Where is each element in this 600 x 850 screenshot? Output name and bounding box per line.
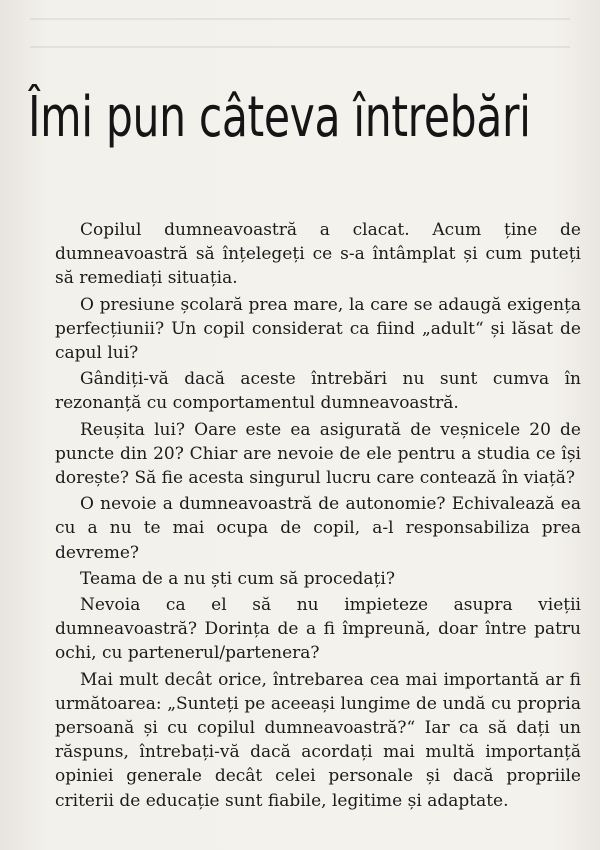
body-text (55, 218, 581, 815)
paragraph: Mai mult decât orice, întrebarea cea mai importantă ar fi următoarea: „Sunteți pe aceeași lungime de undă cu propria persoană și cu copilul dumneavoastră?“ Iar ca să dați un răspuns, întrebați-vă dacă acordați mai multă importanță opiniei generale decât celei personale și dacă propriile criterii de educație sunt fiabile, legitime și adaptate. (55, 669, 581, 811)
paragraph: Gândiți-vă dacă aceste întrebări nu sunt cumva în rezonanță cu comportamentul dumneavoastră. (55, 369, 581, 414)
paragraph: Teama de a nu ști cum să procedați? (80, 568, 395, 589)
paragraph: Nevoia ca el să nu impieteze asupra vieții dumneavoastră? Dorința de a fi împreună, doar între patru ochi, cu partenerul/partenera? (55, 595, 581, 664)
paragraph: Copilul dumneavoastră a clacat. Acum ține de dumneavoastră să înțelegeți ce s-a întâmplat și cum puteți să remediați situația. (55, 220, 581, 289)
paragraph: Reușita lui? Oare este ea asigurată de veșnicele 20 de puncte din 20? Chiar are nevoie de ele pentru a studia ce își dorește? Să fie acesta singurul lucru care contează în viață? (55, 419, 581, 489)
chapter-title: Îmi pun câteva întrebări (28, 85, 531, 150)
bleed-through-text (30, 0, 570, 70)
paragraph: O presiune școlară prea mare, la care se adaugă exigența perfecțiunii? Un copil considerat ca fiind „adult“ și lăsat de capul lui? (55, 294, 581, 364)
paragraph: O nevoie a dumneavoastră de autonomie? Echivalează ea cu a nu te mai ocupa de copil, a-l responsabiliza prea devreme? (55, 494, 581, 563)
